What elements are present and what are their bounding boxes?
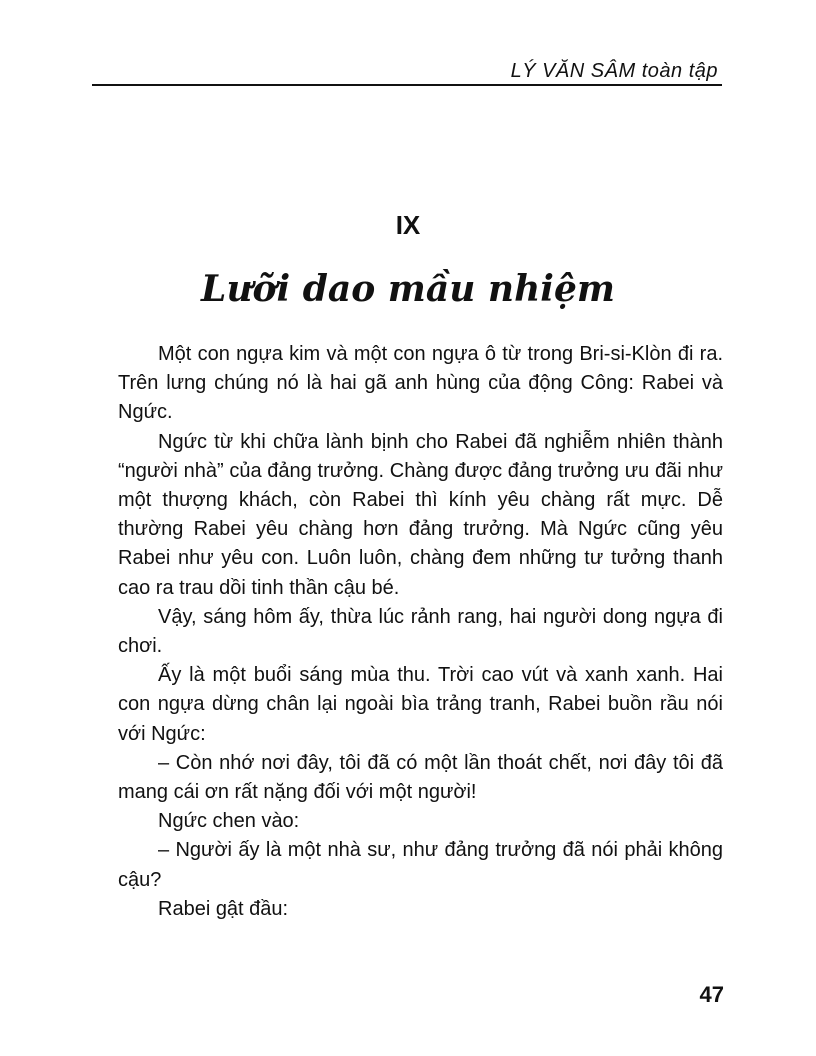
running-title: LÝ VĂN SÂM toàn tập xyxy=(510,60,718,82)
chapter-number: IX xyxy=(395,210,421,240)
paragraph: Ngức từ khi chữa lành bịnh cho Rabei đã nghiễm nhiên thành “người nhà” của đảng trưởng. Chàng được đảng trưởng ưu đãi như một thượng khách, còn Rabei thì kính yêu chàng rất mực. Dễ thường Rabei yêu chàng hơn đảng trưởng. Mà Ngức cũng yêu Rabei như yêu con. Luôn luôn, chàng đem những tư tưởng thanh cao ra trau dồi tinh thần cậu bé. xyxy=(118,430,723,599)
paragraph: Ấy là một buổi sáng mùa thu. Trời cao vút và xanh xanh. Hai con ngựa dừng chân lại ngoài bìa trảng tranh, Rabei buồn rầu nói với Ngức: xyxy=(118,664,723,745)
page-number: 47 xyxy=(699,982,724,1007)
paragraph: Vậy, sáng hôm ấy, thừa lúc rảnh rang, hai người dong ngựa đi chơi. xyxy=(118,605,723,658)
paragraph: Rabei gật đầu: xyxy=(158,897,289,920)
paragraph: Một con ngựa kim và một con ngựa ô từ trong Bri-si-Klòn đi ra. Trên lưng chúng nó là hai gã anh hùng của động Công: Rabei và Ngức. xyxy=(118,343,723,424)
running-header xyxy=(92,58,722,86)
paragraph: – Còn nhớ nơi đây, tôi đã có một lần thoát chết, nơi đây tôi đã mang cái ơn rất nặng đối với một người! xyxy=(118,751,723,804)
chapter-title: Lưỡi dao mầu nhiệm xyxy=(201,268,615,310)
paragraph: – Người ấy là một nhà sư, như đảng trưởng đã nói phải không cậu? xyxy=(118,839,723,891)
body-text xyxy=(118,340,723,924)
paragraph: Ngức chen vào: xyxy=(158,810,300,833)
